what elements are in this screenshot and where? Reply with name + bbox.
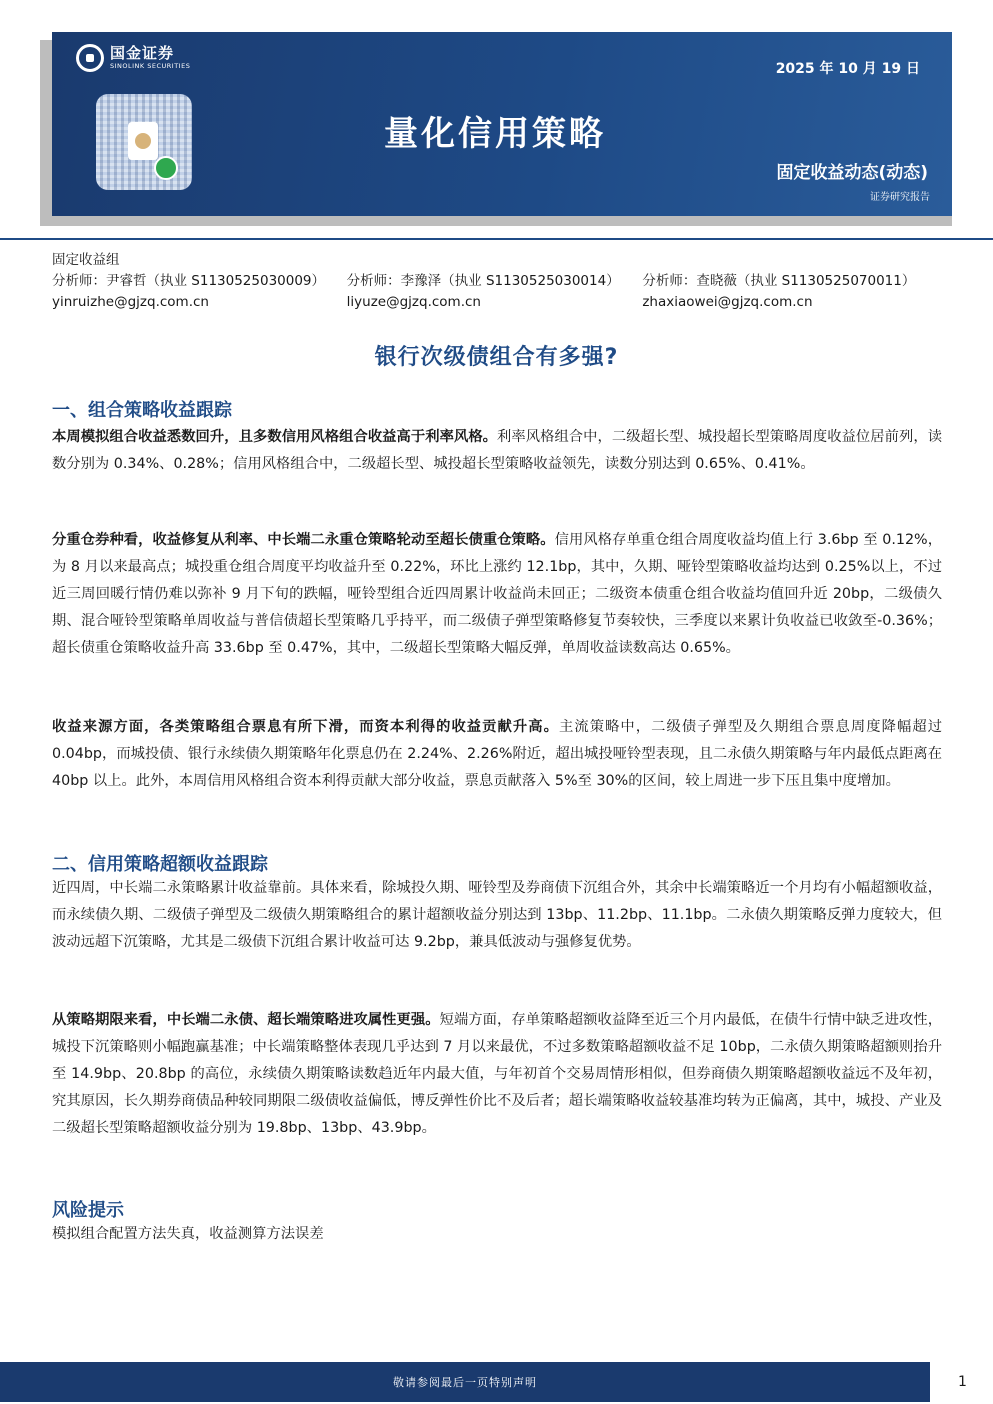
paragraph-body: 近四周，中长端二永策略累计收益靠前。具体来看，除城投久期、哑铃型及券商债下沉组合外，其余中长端策略近一个月均有小幅超额收益，而永续债久期、二级债子弹型及二级债久期策略组合的累计超额收益分别达到 13bp、11.2bp、11.1bp。二永债久期策略反弹力度较大，但波动远超下沉策略，尤其是二级债下沉组合累计收益可达 9.2bp，兼具低波动与强修复优势。: [52, 880, 942, 950]
logo-mark-icon: [76, 44, 104, 72]
author-block: [52, 250, 942, 313]
paragraph: [52, 875, 942, 956]
company-logo: [76, 44, 190, 72]
section-heading: 风险提示: [52, 1200, 124, 1221]
analyst-line: 分析师：查晓薇（执业 S1130525070011）: [642, 273, 916, 289]
header-divider: [0, 238, 993, 240]
paragraph-body: 短端方面，存单策略超额收益降至近三个月内最低，在债牛行情中缺乏进攻性，城投下沉策略则小幅跑赢基准；中长端策略整体表现几乎达到 7 月以来最优，不过多数策略超额收益不足 10bp，二永债久期策略超额则抬升至 14.9bp、20.8bp 的高位，永续债久期策略读数趋近年内最大值，与年初首个交易周情形相似，但券商债久期策略超额收益远不及年初，究其原因，长久期券商债品种较同期限二级债收益偏低，博反弹性价比不及后者；超长端策略收益较基准均转为正偏离，其中，城投、产业及二级超长型策略超额收益分别为 19.8bp、13bp、43.9bp。: [52, 1012, 942, 1136]
paragraph-lead: 收益来源方面，各类策略组合票息有所下滑，而资本利得的收益贡献升高。: [52, 719, 559, 735]
report-banner: [52, 32, 952, 216]
analyst-line: 分析师：李豫泽（执业 S1130525030014）: [346, 273, 620, 289]
paragraph-body: 模拟组合配置方法失真，收益测算方法误差: [52, 1226, 324, 1242]
analyst-email: yinruizhe@gjzq.com.cn: [52, 294, 209, 310]
paragraph-lead: 分重仓券种看，收益修复从利率、中长端二永重仓策略轮动至超长债重仓策略。: [52, 532, 555, 548]
page-number: 1: [958, 1374, 967, 1390]
paragraph: [52, 1221, 942, 1248]
paragraph-lead: 本周模拟组合收益悉数回升，且多数信用风格组合收益高于利率风格。: [52, 429, 498, 445]
document-title: 银行次级债组合有多强?: [374, 345, 619, 370]
mini-program-badge-icon: [154, 156, 178, 180]
paragraph: [52, 714, 942, 795]
paragraph-body: 主流策略中，二级债子弹型及久期组合票息周度降幅超过 0.04bp，而城投债、银行永续债久期策略年化票息仍在 2.24%、2.26%附近，超出城投哑铃型表现，且二永债久期策略与年内最低点距离在 40bp 以上。此外，本周信用风格组合资本利得贡献大部分收益，票息贡献落入 5%至 30%的区间，较上周进一步下压且集中度增加。: [52, 719, 942, 789]
paragraph-body: 利率风格组合中，二级超长型、城投超长型策略周度收益位居前列，读数分别为 0.34%、0.28%；信用风格组合中，二级超长型、城投超长型策略收益领先，读数分别达到 0.65%、0.41%。: [52, 429, 942, 472]
paragraph-body: 信用风格存单重仓组合周度收益均值上行 3.6bp 至 0.12%，为 8 月以来最高点；城投重仓组合周度平均收益升至 0.22%，环比上涨约 12.1bp，其中，久期、哑铃型策略收益均达到 0.25%以上，不过近三周回暖行情仍难以弥补 9 月下旬的跌幅，哑铃型组合近四周累计收益尚未回正；二级资本债重仓组合收益均值回升近 20bp，二级债久期、混合哑铃型策略单周收益与普信债超长型策略几乎持平，而二级债子弹型策略修复节奏较快，三季度以来累计负收益已收敛至-0.36%；超长债重仓策略收益升高 33.6bp 至 0.47%，其中，二级超长型策略大幅反弹，单周收益读数高达 0.65%。: [52, 532, 942, 656]
section-heading: 二、信用策略超额收益跟踪: [52, 854, 268, 875]
paragraph-lead: 从策略期限来看，中长端二永债、超长端策略进攻属性更强。: [52, 1012, 440, 1028]
report-date: 2025 年 10 月 19 日: [775, 61, 920, 77]
analyst-email: zhaxiaowei@gjzq.com.cn: [642, 294, 813, 310]
paragraph: [52, 1007, 942, 1142]
report-type: 证券研究报告: [870, 192, 930, 203]
analyst-email: liyuze@gjzq.com.cn: [346, 294, 481, 310]
qr-code-icon: [96, 94, 192, 190]
report-series-title: 量化信用策略: [384, 114, 606, 154]
logo-name-en: SINOLINK SECURITIES: [110, 62, 191, 71]
analyst-line: 分析师：尹睿哲（执业 S1130525030009）: [52, 273, 326, 289]
footer-disclaimer: 敬请参阅最后一页特别声明: [0, 1362, 930, 1402]
report-category: 固定收益动态(动态): [776, 163, 928, 183]
research-group: 固定收益组: [52, 252, 120, 268]
section-heading: 一、组合策略收益跟踪: [52, 400, 232, 421]
paragraph: [52, 424, 942, 478]
paragraph: [52, 527, 942, 662]
logo-name-cn: 国金证券: [110, 44, 175, 63]
